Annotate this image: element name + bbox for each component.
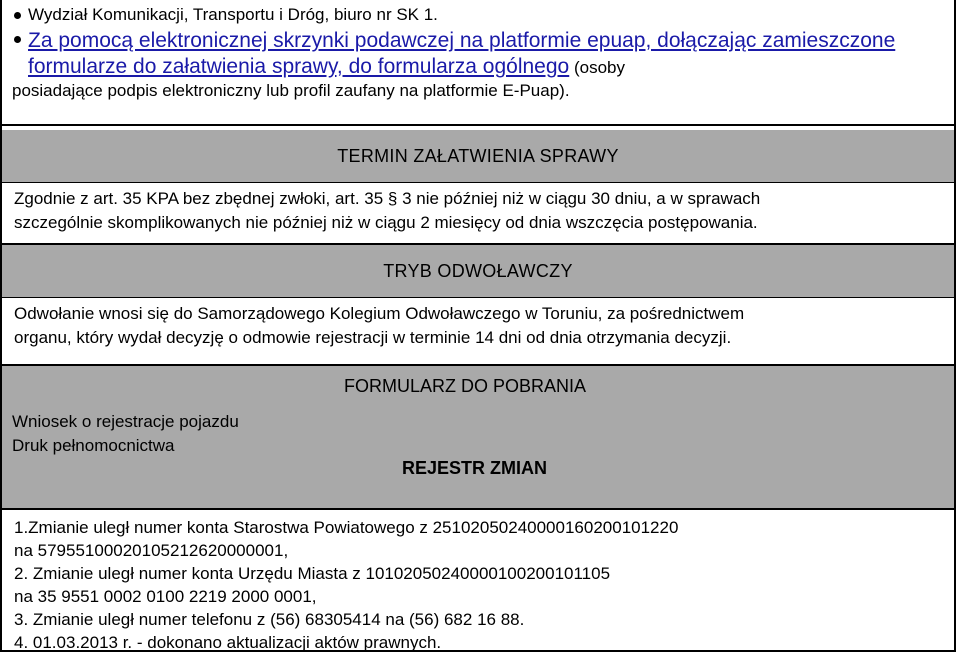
list-item [12, 28, 944, 80]
forms-title: FORMULARZ DO POBRANIA [344, 376, 587, 396]
paragraph-line: Odwołanie wnosi się do Samorządowego Kolegium Odwoławczego w Toruniu, za pośrednictwem [14, 304, 745, 323]
changes-list [2, 510, 954, 654]
changes-title: REJESTR ZMIAN [402, 458, 548, 478]
section-title: TRYB ODWOŁAWCZY [383, 260, 573, 281]
forms-section [2, 366, 954, 510]
office-location-text: Wydział Komunikacji, Transportu i Dróg, biuro nr SK 1. [28, 5, 438, 24]
section-title: TERMIN ZAŁATWIENIA SPRAWY [337, 145, 619, 166]
forms-list [2, 366, 332, 508]
list-item: 3. Zmianie uległ numer telefonu z (56) 68305414 na (56) 682 16 88. [14, 610, 525, 629]
section-header-tryb [2, 245, 954, 298]
paragraph-line: Zgodnie z art. 35 KPA bez zbędnej zwłoki, art. 35 § 3 nie później niż w ciągu 30 dniu, a w sprawach [14, 189, 761, 208]
paragraph-line: organu, który wydał decyzję o odmowie rejestracji w terminie 14 dni od dnia otrzymania decyzji. [14, 328, 732, 347]
termin-section [2, 183, 954, 245]
tryb-section [2, 298, 954, 366]
epuap-note-start: (osoby [573, 58, 625, 77]
forms-header [332, 366, 954, 508]
epuap-note-end: posiadające podpis elektroniczny lub profil zaufany na platformie E-Puap). [12, 81, 570, 100]
form-link-vehicle-registration[interactable]: Wniosek o rejestracje pojazdu [12, 412, 239, 431]
section-header-termin [2, 130, 954, 183]
list-item: na 35 9551 0002 0100 2219 2000 0001, [14, 587, 317, 606]
list-item: 4. 01.03.2013 r. - dokonano aktualizacji aktów prawnych. [14, 633, 442, 652]
list-item [12, 4, 944, 26]
list-item: 2. Zmianie uległ numer konta Urzędu Miasta z 10102050240000100200101105 [14, 564, 611, 583]
contact-section [2, 0, 954, 126]
list-item: 1.Zmianie uległ numer konta Starostwa Powiatowego z 25102050240000160200101220 [14, 518, 679, 537]
list-item: na 57955100020105212620000001, [14, 541, 289, 560]
form-link-power-of-attorney[interactable]: Druk pełnomocnictwa [12, 436, 175, 455]
paragraph-line: szczególnie skomplikowanych nie później niż w ciągu 2 miesięcy od dnia wszczęcia postępowania. [14, 213, 758, 232]
epuap-link[interactable]: Za pomocą elektronicznej skrzynki podawczej na platformie epuap, dołączając zamieszczone formularze do załatwienia sprawy, do formularza ogólnego [28, 29, 896, 78]
